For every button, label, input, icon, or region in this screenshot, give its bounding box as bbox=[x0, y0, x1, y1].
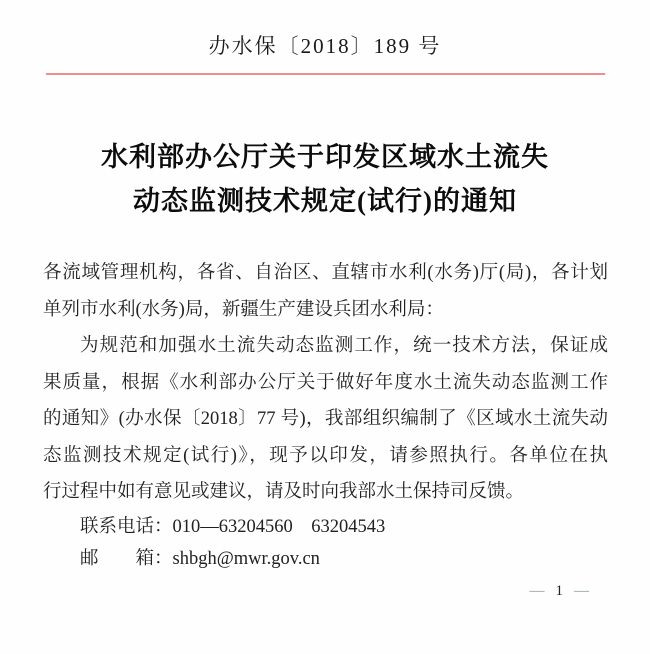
title-line-2: 动态监测技术规定(试行)的通知 bbox=[133, 186, 517, 216]
paragraph-line: 为规范和加强水土流失动态监测工作，统一技术方法，保证成 bbox=[80, 336, 608, 356]
contact-phone-line bbox=[43, 511, 608, 543]
salutation-line: 单列市水利(水务)局，新疆生产建设兵团水利局： bbox=[43, 299, 444, 320]
paragraph-line: 行过程中如有意见或建议，请及时向我部水土保持司反馈。 bbox=[43, 482, 525, 502]
paragraph-line: 果质量，根据《水利部办公厅关于做好年度水土流失动态监测工作 bbox=[43, 372, 608, 393]
title-line-1: 水利部办公厅关于印发区域水土流失 bbox=[101, 142, 549, 172]
red-divider-line bbox=[46, 73, 605, 75]
paragraph-line: 的通知》(办水保〔2018〕77 号)，我部组织编制了《区域水土流失动 bbox=[43, 409, 608, 429]
doc-number: 办水保〔2018〕189 号 bbox=[208, 34, 442, 58]
page-number-dash-left: — bbox=[529, 583, 546, 599]
page-number bbox=[530, 583, 591, 600]
email-label: 邮 箱： bbox=[80, 548, 173, 569]
email-value: shbgh@mwr.gov.cn bbox=[172, 548, 320, 569]
document-title bbox=[40, 135, 610, 223]
phone-label: 联系电话： bbox=[80, 516, 173, 537]
paragraph-line: 态监测技术规定(试行)》，现予以印发，请参照执行。各单位在执 bbox=[43, 445, 608, 466]
phone-value: 010—63204560 63204543 bbox=[172, 516, 386, 537]
page-number-value: 1 bbox=[555, 583, 564, 599]
contact-email-line bbox=[43, 543, 608, 575]
page-number-dash-right: — bbox=[574, 583, 590, 599]
salutation-line: 各流域管理机构，各省、自治区、直辖市水利(水务)厅(局)，各计划 bbox=[43, 263, 608, 283]
contact-info bbox=[43, 511, 608, 575]
document-body bbox=[43, 255, 608, 511]
